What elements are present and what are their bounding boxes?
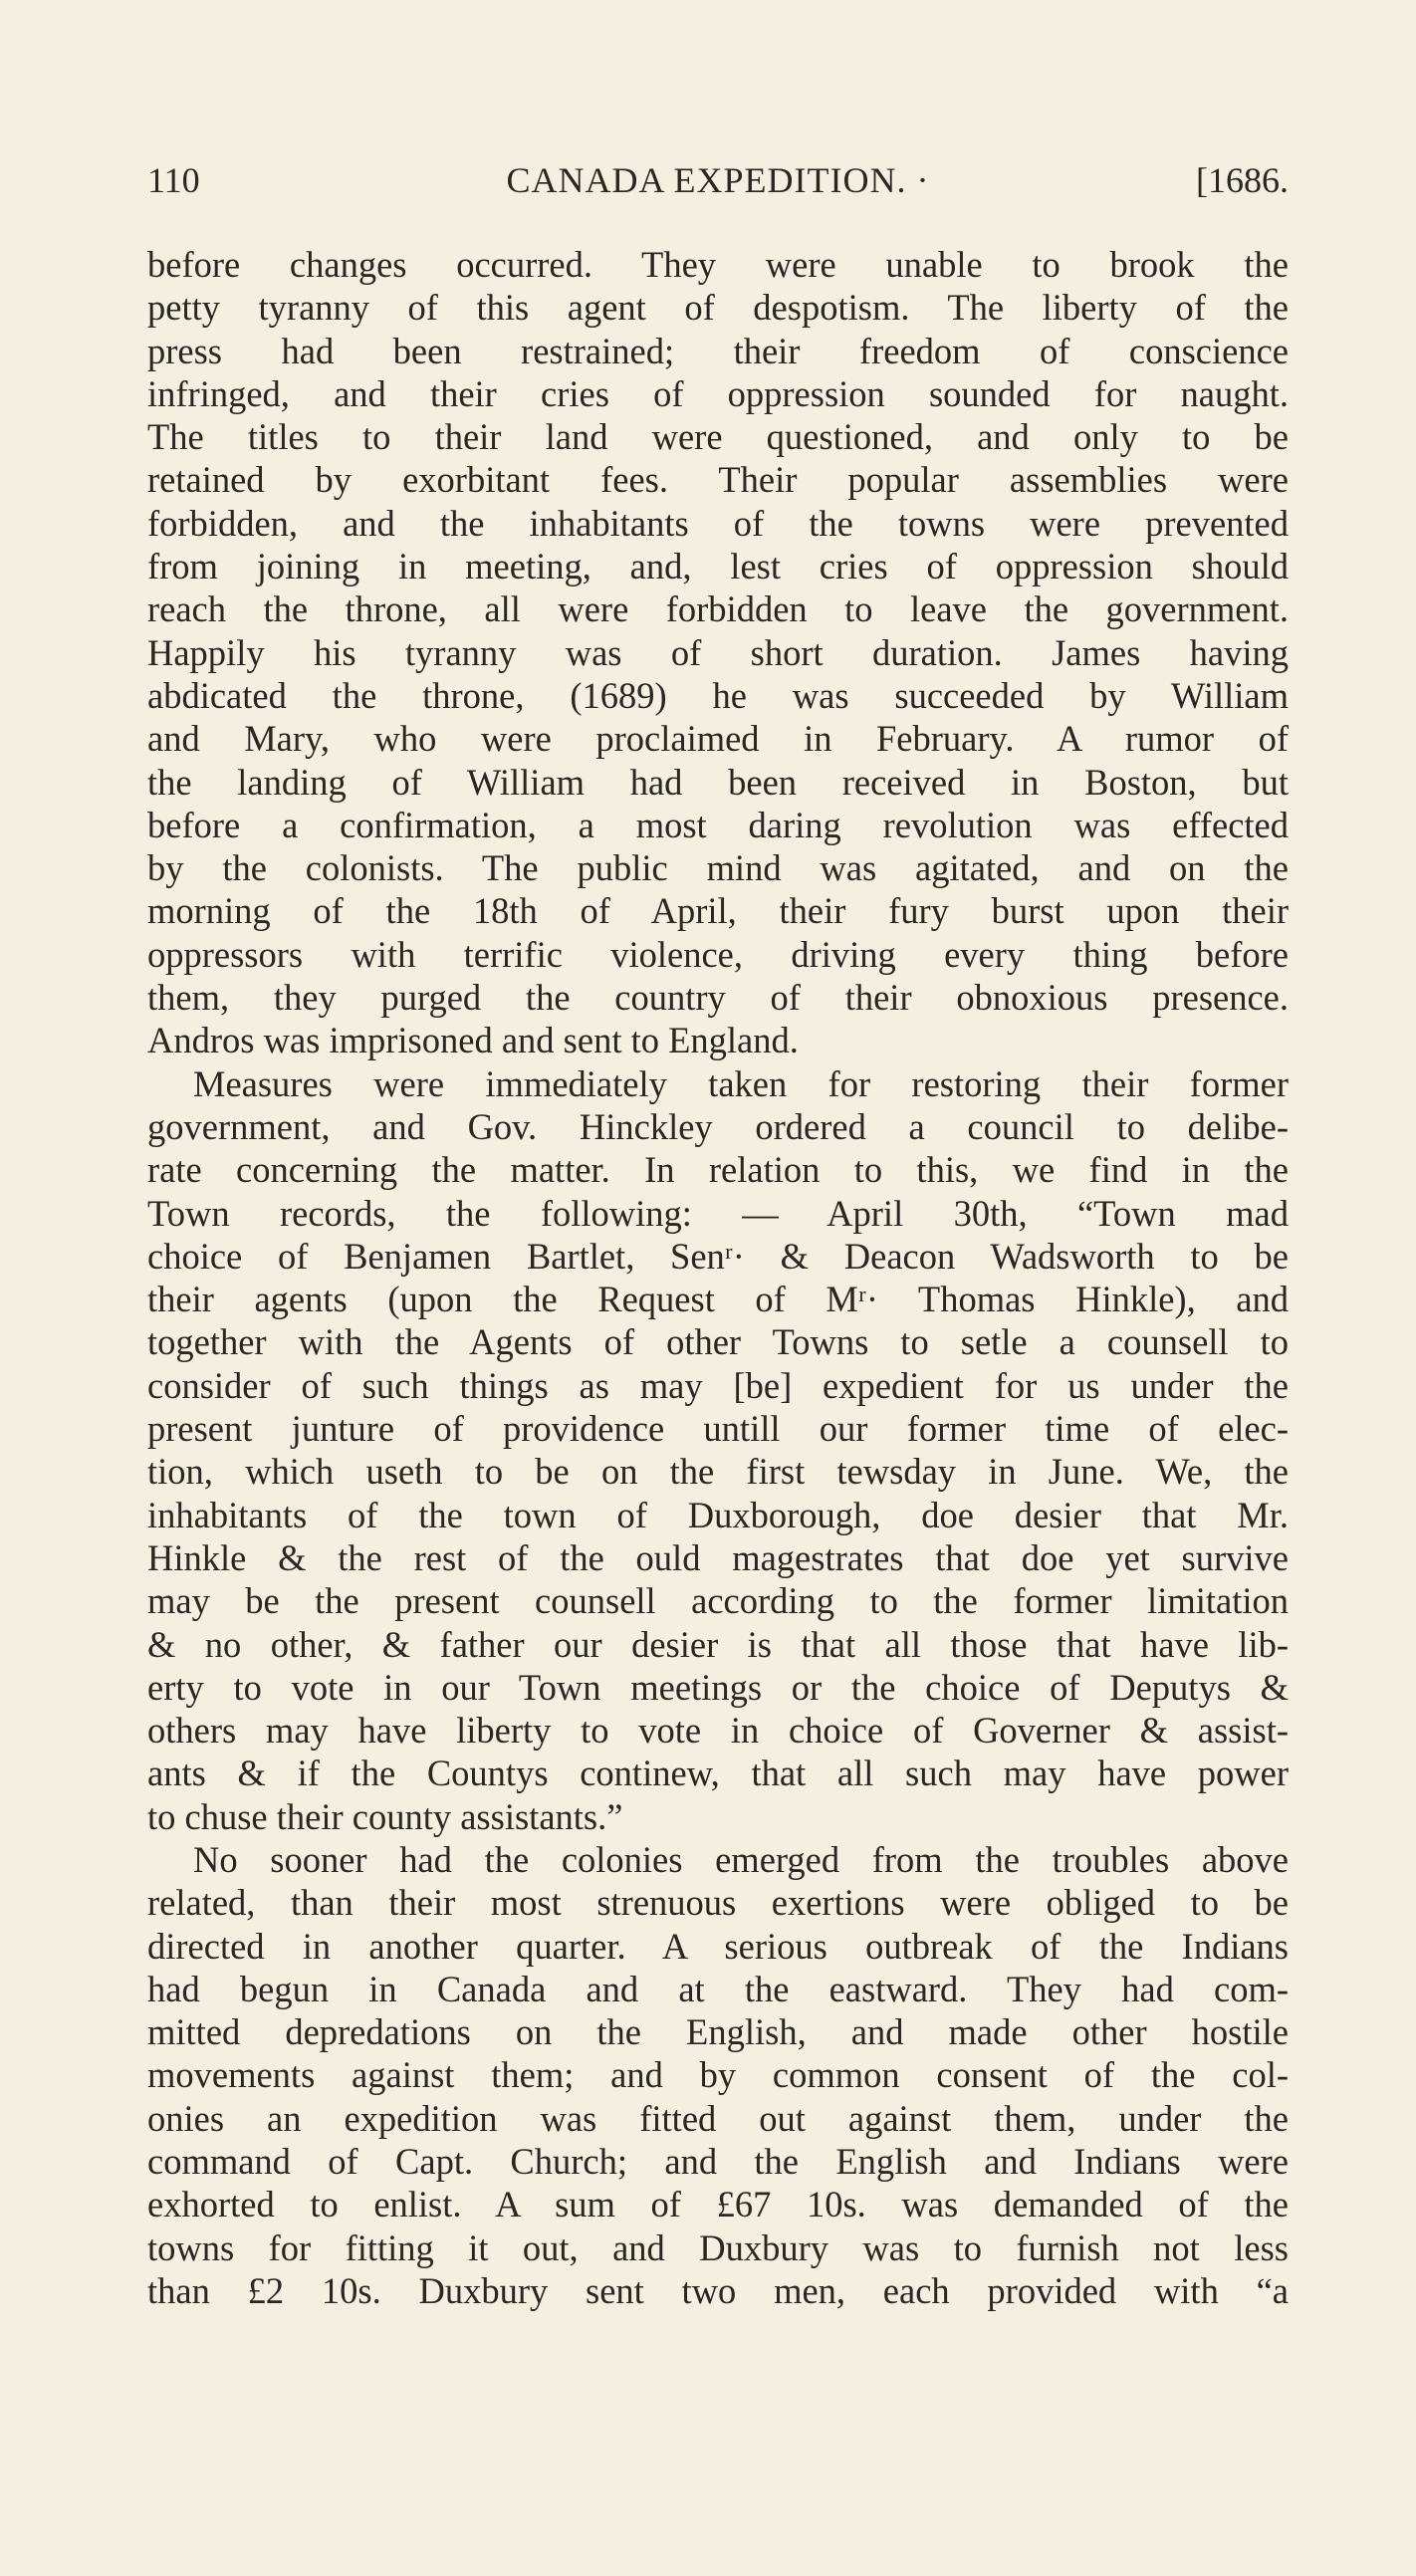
text-line: related, than their most strenuous exertions were obliged to be [147,1882,1289,1924]
text-line: before changes occurred. They were unable to brook the [147,244,1289,285]
text-line: Town records, the following: — April 30th, “Town mad [147,1192,1289,1234]
text-line: reach the throne, all were forbidden to leave the government. [147,588,1289,630]
text-line: together with the Agents of other Towns to setle a counsell to [147,1321,1289,1363]
text-line: & no other, & father our desier is that all those that have lib- [147,1623,1289,1665]
text-line: tion, which useth to be on the first tewsday in June. We, the [147,1451,1289,1493]
text-line: morning of the 18th of April, their fury burst upon their [147,890,1289,932]
text-line: to chuse their county assistants.” [147,1795,623,1837]
text-line: The titles to their land were questioned, and only to be [147,416,1289,458]
text-line: their agents (upon the Request of Mʳ· Thomas Hinkle), and [147,1279,1289,1320]
text-line: others may have liberty to vote in choice of Governer & assist- [147,1710,1289,1752]
text-line: oppressors with terrific violence, driving every thing before [147,933,1289,975]
text-line: inhabitants of the town of Duxborough, doe desier that Mr. [147,1494,1289,1535]
text-line: Andros was imprisoned and sent to England. [147,1020,799,1061]
text-line: government, and Gov. Hinckley ordered a council to delibe- [147,1105,1289,1147]
text-line: Happily his tyranny was of short duration. James having [147,631,1289,673]
text-line: onies an expedition was fitted out against them, under the [147,2097,1289,2139]
text-line: exhorted to enlist. A sum of £67 10s. was demanded of the [147,2184,1289,2225]
text-line: the landing of William had been received in Boston, but [147,761,1289,803]
text-line: mitted depredations on the English, and made other hostile [147,2011,1289,2053]
running-header [147,159,1289,209]
text-line: No sooner had the colonies emerged from the troubles above [193,1838,1289,1880]
text-line: present junture of providence untill our former time of elec- [147,1408,1289,1450]
year-marker: [1686. [1196,160,1289,200]
text-line: and Mary, who were proclaimed in February. A rumor of [147,718,1289,760]
text-line: Hinkle & the rest of the ould magestrates that doe yet survive [147,1536,1289,1578]
text-line: before a confirmation, a most daring revolution was effected [147,804,1289,845]
text-line: forbidden, and the inhabitants of the towns were prevented [147,502,1289,544]
text-line: choice of Benjamen Bartlet, Senʳ· & Deacon Wadsworth to be [147,1235,1289,1277]
text-line: than £2 10s. Duxbury sent two men, each provided with “a [147,2269,1289,2311]
text-line: rate concerning the matter. In relation to this, we find in the [147,1149,1289,1191]
text-line: command of Capt. Church; and the English and Indians were [147,2141,1289,2183]
text-line: consider of such things as may [be] expedient for us under the [147,1364,1289,1406]
text-line: abdicated the throne, (1689) he was succeeded by William [147,674,1289,716]
body-text [147,243,1289,2312]
text-line: ants & if the Countys continew, that all such may have power [147,1753,1289,1794]
text-line: movements against them; and by common consent of the col- [147,2054,1289,2096]
text-line: press had been restrained; their freedom of conscience [147,330,1289,371]
page-number: 110 [147,160,200,200]
text-line: from joining in meeting, and, lest cries of oppression should [147,546,1289,587]
text-line: by the colonists. The public mind was agitated, and on the [147,847,1289,889]
text-line: infringed, and their cries of oppression sounded for naught. [147,372,1289,414]
text-line: directed in another quarter. A serious outbreak of the Indians [147,1925,1289,1967]
text-line: retained by exorbitant fees. Their popular assemblies were [147,459,1289,501]
text-line: had begun in Canada and at the eastward. They had com- [147,1968,1289,2009]
text-line: petty tyranny of this agent of despotism. The liberty of the [147,287,1289,329]
text-line: Measures were immediately taken for restoring their former [193,1062,1289,1104]
text-line: may be the present counsell according to the former limitation [147,1580,1289,1622]
text-line: them, they purged the country of their obnoxious presence. [147,977,1289,1019]
running-title: CANADA EXPEDITION. · [506,160,930,200]
text-line: towns for fitting it out, and Duxbury was to furnish not less [147,2226,1289,2268]
text-line: erty to vote in our Town meetings or the choice of Deputys & [147,1666,1289,1708]
